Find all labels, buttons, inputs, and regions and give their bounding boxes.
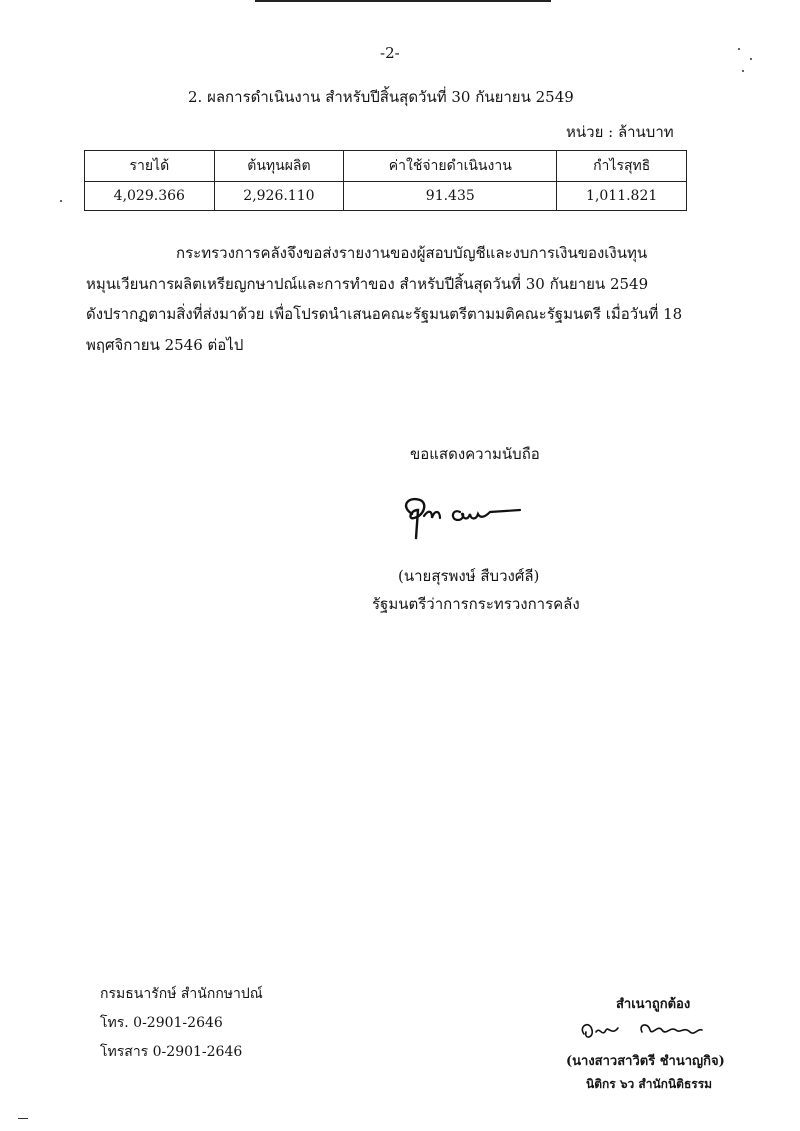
body-paragraph (86, 238, 692, 360)
certifier-name: (นางสาวสาวิตรี ชำนาญกิจ) (566, 1054, 725, 1069)
results-table (84, 150, 687, 211)
certifier-signature-image (574, 1016, 714, 1046)
cell-operating-expense: 91.435 (344, 182, 557, 211)
column-header-revenue: รายได้ (85, 151, 215, 182)
paragraph-line: ดังปรากฏตามสิ่งที่ส่งมาด้วย เพื่อโปรดนำเสนอคณะรัฐมนตรีตามมติคณะรัฐมนตรี เมื่อวันที่ 18 (86, 305, 683, 323)
section-heading: 2. ผลการดำเนินงาน สำหรับปีสิ้นสุดวันที่ 30 กันยายน 2549 (188, 88, 574, 106)
certifier-title: นิติกร ๖ว สำนักนิติธรรม (586, 1077, 713, 1091)
scan-speck (742, 70, 744, 72)
signer-name: (นายสุรพงษ์ สืบวงศ์ลี) (398, 567, 540, 585)
column-header-operating-expense: ค่าใช้จ่ายดำเนินงาน (344, 151, 557, 182)
footer-phone: โทร. 0-2901-2646 (100, 1015, 223, 1031)
paragraph-line: พฤศจิกายน 2546 ต่อไป (86, 335, 244, 354)
table-row (85, 182, 687, 211)
closing-salutation: ขอแสดงความนับถือ (410, 445, 540, 463)
column-header-production-cost: ต้นทุนผลิต (214, 151, 344, 182)
footer-fax: โทรสาร 0-2901-2646 (100, 1044, 243, 1060)
page-number: -2- (380, 44, 400, 62)
signer-title: รัฐมนตรีว่าการกระทรวงการคลัง (372, 595, 580, 613)
scan-speck (750, 58, 752, 60)
scan-speck (60, 200, 62, 202)
unit-label: หน่วย : ล้านบาท (566, 123, 674, 141)
column-header-net-profit: กำไรสุทธิ (557, 151, 687, 182)
paragraph-line: หมุนเวียนการผลิตเหรียญกษาปณ์และการทำของ สำหรับปีสิ้นสุดวันที่ 30 กันยายน 2549 (86, 274, 649, 293)
footer-department: กรมธนารักษ์ สำนักกษาปณ์ (100, 986, 263, 1002)
table-header-row (85, 151, 687, 182)
scan-speck (738, 48, 740, 50)
signature-image (398, 488, 534, 544)
cell-production-cost: 2,926.110 (214, 182, 344, 211)
scan-speck (18, 1118, 28, 1119)
cell-net-profit: 1,011.821 (557, 182, 687, 211)
paragraph-line: กระทรวงการคลังจึงขอส่งรายงานของผู้สอบบัญชีและงบการเงินของเงินทุน (176, 244, 648, 262)
certified-copy-label: สำเนาถูกต้อง (616, 997, 691, 1012)
top-rule (255, 0, 551, 2)
cell-revenue: 4,029.366 (85, 182, 215, 211)
